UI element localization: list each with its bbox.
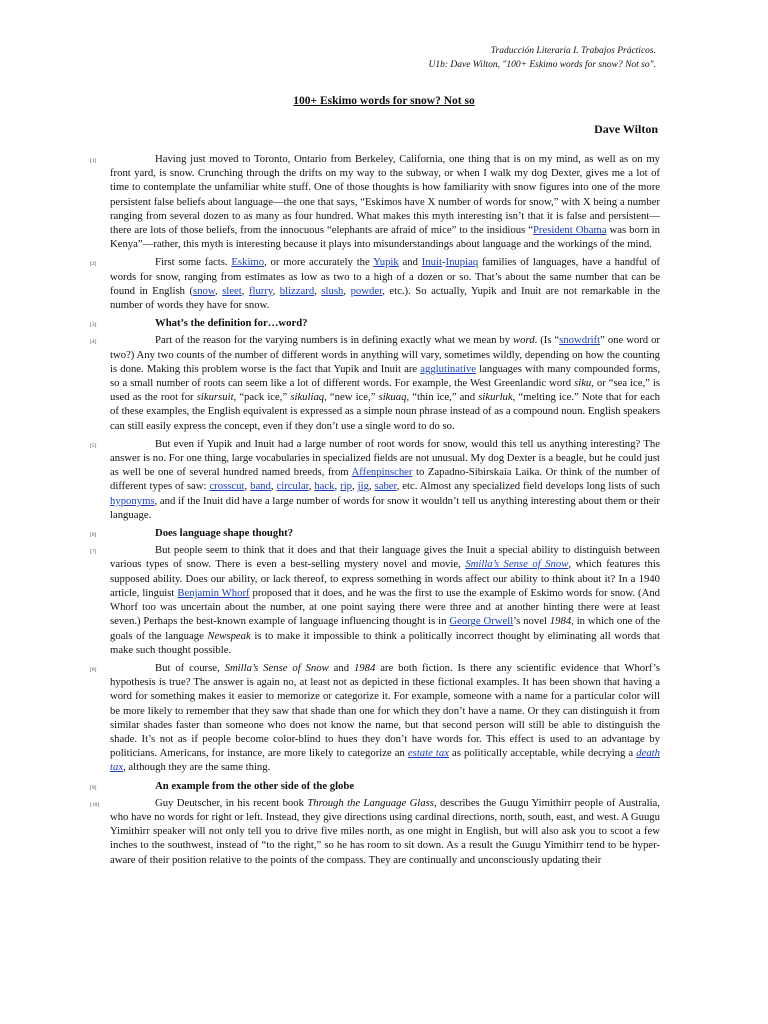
header-course-line: Traducción Literaria I. Trabajos Prácticos. — [490, 46, 656, 56]
inline-link[interactable]: Yupik — [373, 256, 399, 269]
section-heading — [90, 526, 660, 540]
paragraph-text — [110, 662, 660, 773]
paragraph-number: [8] — [90, 666, 97, 673]
text-run: , — [272, 284, 280, 297]
page-header — [428, 44, 656, 72]
paragraph-number: [7] — [90, 549, 97, 556]
inline-link[interactable]: slush — [321, 284, 344, 297]
paragraph-number: [10] — [90, 801, 100, 808]
text-run: But people seem to think that it does and that their language gives the Inuit a special ability to distinguish between various types of snow. There is even a best-selling mystery novel and movie, — [110, 544, 660, 571]
text-run: , etc.). So actually, Yupik and Inuit are not remarkable in the number of words they have for snow. — [110, 284, 661, 312]
text-run: But even if Yupik and Inuit had a large number of root words for snow, would this tell us anything interesting? The answer is no. For one thing, large vocabularies in specialized fields are not unusual. My dog Dexter is a beagle, but he could just as well be one of several hundred named breeds, from — [110, 437, 660, 479]
text-run: languages with many compounded forms, so a small number of roots can seem like a lot of different words. For example, the West Greenlandic word — [110, 362, 660, 390]
inline-link[interactable]: circular — [276, 480, 309, 493]
text-run: , — [314, 284, 322, 297]
italic-text: sikursuit — [196, 391, 234, 404]
paragraph — [90, 661, 660, 775]
header-unit-line: U1b: Dave Wilton, "100+ Eskimo words for snow? Not so". — [428, 60, 656, 70]
italic-text: sikurluk — [478, 391, 513, 404]
inline-link[interactable]: powder — [350, 284, 383, 297]
inline-link[interactable]: snow — [193, 284, 215, 297]
inline-link[interactable]: Eskimo — [231, 256, 265, 269]
paragraph-text — [155, 317, 308, 329]
inline-link[interactable]: jig — [357, 480, 369, 493]
text-run: and — [398, 256, 422, 269]
inline-link[interactable]: sleet — [222, 284, 242, 297]
paragraph — [90, 255, 661, 312]
text-run: , etc. Almost any specialized field develops long lists of such — [396, 480, 661, 493]
article-author: Dave Wilton — [594, 122, 658, 136]
text-run: is to make it impossible to think a politically incorrect thought by eliminating all words that make such thought possible. — [110, 629, 660, 656]
inline-link[interactable]: Smilla’s Sense of Snow — [465, 558, 569, 571]
inline-link[interactable]: blizzard — [279, 284, 315, 297]
text-run: , although they are the same thing. — [123, 761, 271, 774]
text-run: But of course, — [155, 661, 225, 674]
text-run: , — [334, 480, 341, 493]
article-body — [90, 152, 661, 871]
inline-link[interactable]: Inuit — [421, 256, 442, 269]
text-run: ” one word or two?) Any two counts of the number of different words in anything will vary, sometimes wildly, depending on how the counting is done. Making this problem worse is the fact that Yupik and Inuit are — [110, 334, 660, 375]
italic-text: sikuliaq — [290, 391, 325, 404]
paragraph — [90, 437, 661, 522]
inline-link[interactable]: agglutinative — [420, 362, 477, 375]
paragraph-text — [155, 527, 293, 539]
text-run: , “thin ice,” and — [406, 391, 479, 404]
paragraph-text — [155, 780, 354, 792]
text-run: Does language shape thought? — [155, 527, 294, 540]
text-run: , — [352, 480, 358, 493]
italic-text: Smilla’s Sense of Snow — [224, 661, 329, 674]
text-run: , — [270, 480, 277, 493]
text-run: , or “sea ice,” is used as the root for — [110, 377, 660, 404]
paragraph — [90, 152, 660, 251]
paragraph-text — [110, 153, 660, 250]
inline-link[interactable]: saber — [374, 480, 397, 493]
inline-link[interactable]: President Obama — [532, 224, 607, 237]
text-run: An example from the other side of the globe — [155, 779, 355, 792]
inline-link[interactable]: flurry — [248, 284, 273, 297]
text-run: are both fiction. Is there any scientific evidence that Whorf’s hypothesis is true? The answer is again no, at least not as depicted in these fictional examples. It has been shown that having a word for something makes it easier to memorize or categorize it. For example, someone with a name for a particular color will be more likely to remember that they saw that shade than one for which they don’t have a name. Or they can distinguish it from similar shades faster than someone who does not know the name, but that second person will still be able to distinguish the shade. It’s not as if people become color-blind to hues they don’t have words for. This effect is used to an advantage by politicians. Americans, for instance, are more likely to categorize an — [110, 661, 660, 760]
paragraph — [90, 796, 660, 867]
text-run: - — [441, 256, 446, 269]
paragraph-number: [5] — [90, 442, 97, 449]
text-run: , and if the Inuit did have a large number of words for snow it wouldn’t tell us anything interesting about them or their language. — [110, 494, 660, 521]
italic-text: 1984 — [353, 661, 376, 674]
text-run: , “pack ice,” — [233, 391, 291, 404]
text-run: to Zapadno-Sibirskaia Laika. Or think of the number of different types of saw: — [110, 466, 661, 493]
text-run: , which features this supposed ability. Does our ability, or lack thereof, to express something in words affect our ability to think about it? In a 1940 article, linguist — [110, 558, 660, 599]
paragraph-number: [1] — [90, 158, 97, 164]
text-run: . (Is “ — [534, 334, 560, 347]
text-run: , — [241, 284, 249, 297]
text-run: , in which one of the goals of the language — [110, 615, 661, 642]
inline-link[interactable]: George Orwell — [449, 615, 514, 628]
inline-link[interactable]: crosscut — [209, 480, 245, 493]
text-run: , describes the Guugu Yimithirr people of Australia, who have no words for right or left. Instead, they give directions using cardinal directions, north, south, east, and west. A Guugu Yimithirr speaker will not only tell you to drive five miles north, as one might in English, but will also ask you to scoot a few inches to the southwest, instead of “to the right,” so he has room to sit down. As a result the Guugu Yimithirr tend to be hyper-aware of their position relative to the points of the compass. They are continually and unconsciously updating their — [110, 796, 660, 866]
paragraph-text — [110, 256, 660, 311]
text-run: Having just moved to Toronto, Ontario from Berkeley, California, one thing that is on my mind, as well as on my front yard, is snow. Crunching through the drifts on my way to the subway, or when I walk my dog Dexter, gives me a lot of time to contemplate the unfamiliar white stuff. One of those thoughts is how familiarity with snow figures into one of the more persistent false beliefs about language—the one that says, “Eskimos have X number of words for snow,” with X being a number ranging from several dozen to as many as four hundred. What makes this myth interesting isn’t that it is false and persistent—there are lots of those beliefs, from the innocuous “elephants are afraid of mice” to the insidious “ — [110, 153, 660, 237]
italic-text: 1984 — [549, 615, 572, 628]
text-run: and — [328, 661, 354, 674]
inline-link[interactable]: hack — [314, 480, 335, 493]
section-heading — [90, 779, 660, 793]
text-run: , “new ice,” — [324, 391, 379, 404]
article-title: 100+ Eskimo words for snow? Not so — [293, 95, 475, 107]
text-run: ’s novel — [513, 615, 550, 628]
inline-link[interactable]: rip — [340, 480, 353, 493]
paragraph — [90, 333, 661, 432]
inline-link[interactable]: band — [250, 480, 271, 493]
text-run: Guy Deutscher, in his recent book — [155, 796, 308, 809]
text-run: families of languages, have a handful of words for snow, ranging from estimates as low as two to a high of a dozen or so. That’s about the same number that can be found in English ( — [110, 256, 660, 297]
inline-link[interactable]: death tax — [110, 747, 660, 774]
text-run: , “melting ice.” Note that for each of these examples, the English equivalent is expressed as a simple noun phrase instead of as a compound noun. English speakers can still easily express the concept, even if they don’t use a single word to do so. — [110, 391, 661, 432]
text-run: What’s the definition for…word? — [155, 317, 308, 330]
paragraph-number: [4] — [90, 339, 97, 346]
inline-link[interactable]: hyponyms — [110, 494, 155, 507]
paragraph-text — [110, 438, 660, 521]
paragraph-text — [110, 334, 660, 431]
inline-link[interactable]: Affenpinscher — [351, 466, 413, 479]
italic-text: Newspeak — [207, 629, 251, 642]
paragraph-number: [6] — [90, 532, 97, 539]
italic-text: word — [513, 334, 535, 347]
text-run: , — [343, 284, 351, 297]
text-run: , — [368, 480, 375, 493]
text-run: First some facts. — [155, 256, 232, 269]
text-run: as politically acceptable, while decrying a — [448, 747, 637, 760]
inline-link[interactable]: snowdrift — [559, 334, 601, 347]
italic-text: sikuaq — [378, 391, 407, 404]
paragraph-number: [2] — [90, 261, 97, 268]
italic-text: Through the Language Glass — [307, 796, 434, 809]
inline-link[interactable]: Inupiaq — [445, 256, 479, 269]
text-run: , — [214, 284, 223, 297]
paragraph-text — [110, 544, 660, 655]
text-run: , or more accurately the — [264, 256, 374, 269]
section-heading — [90, 316, 660, 330]
italic-text: siku — [574, 377, 592, 390]
text-run: was born in Kenya”—rather, this myth is interesting because it plays into misunderstandings about language and the workings of the mind. — [110, 224, 660, 251]
text-run: Part of the reason for the varying numbers is in defining exactly what we mean by — [155, 334, 514, 347]
paragraph-text — [110, 797, 660, 866]
text-run: proposed that it does, and he was the first to use the example of Eskimo words for snow. (And Whorf too was uncertain about the number, at one point saying there were three and at another hinting there were at least seven.) Perhaps the best-known example of language influencing thought is in — [110, 586, 661, 628]
paragraph-number: [3] — [90, 322, 97, 329]
paragraph — [90, 543, 661, 657]
paragraph-number: [9] — [90, 784, 97, 791]
inline-link[interactable]: Benjamin Whorf — [177, 586, 250, 599]
text-run: , — [308, 480, 315, 493]
text-run: , — [244, 480, 251, 493]
inline-link[interactable]: estate tax — [407, 747, 449, 760]
